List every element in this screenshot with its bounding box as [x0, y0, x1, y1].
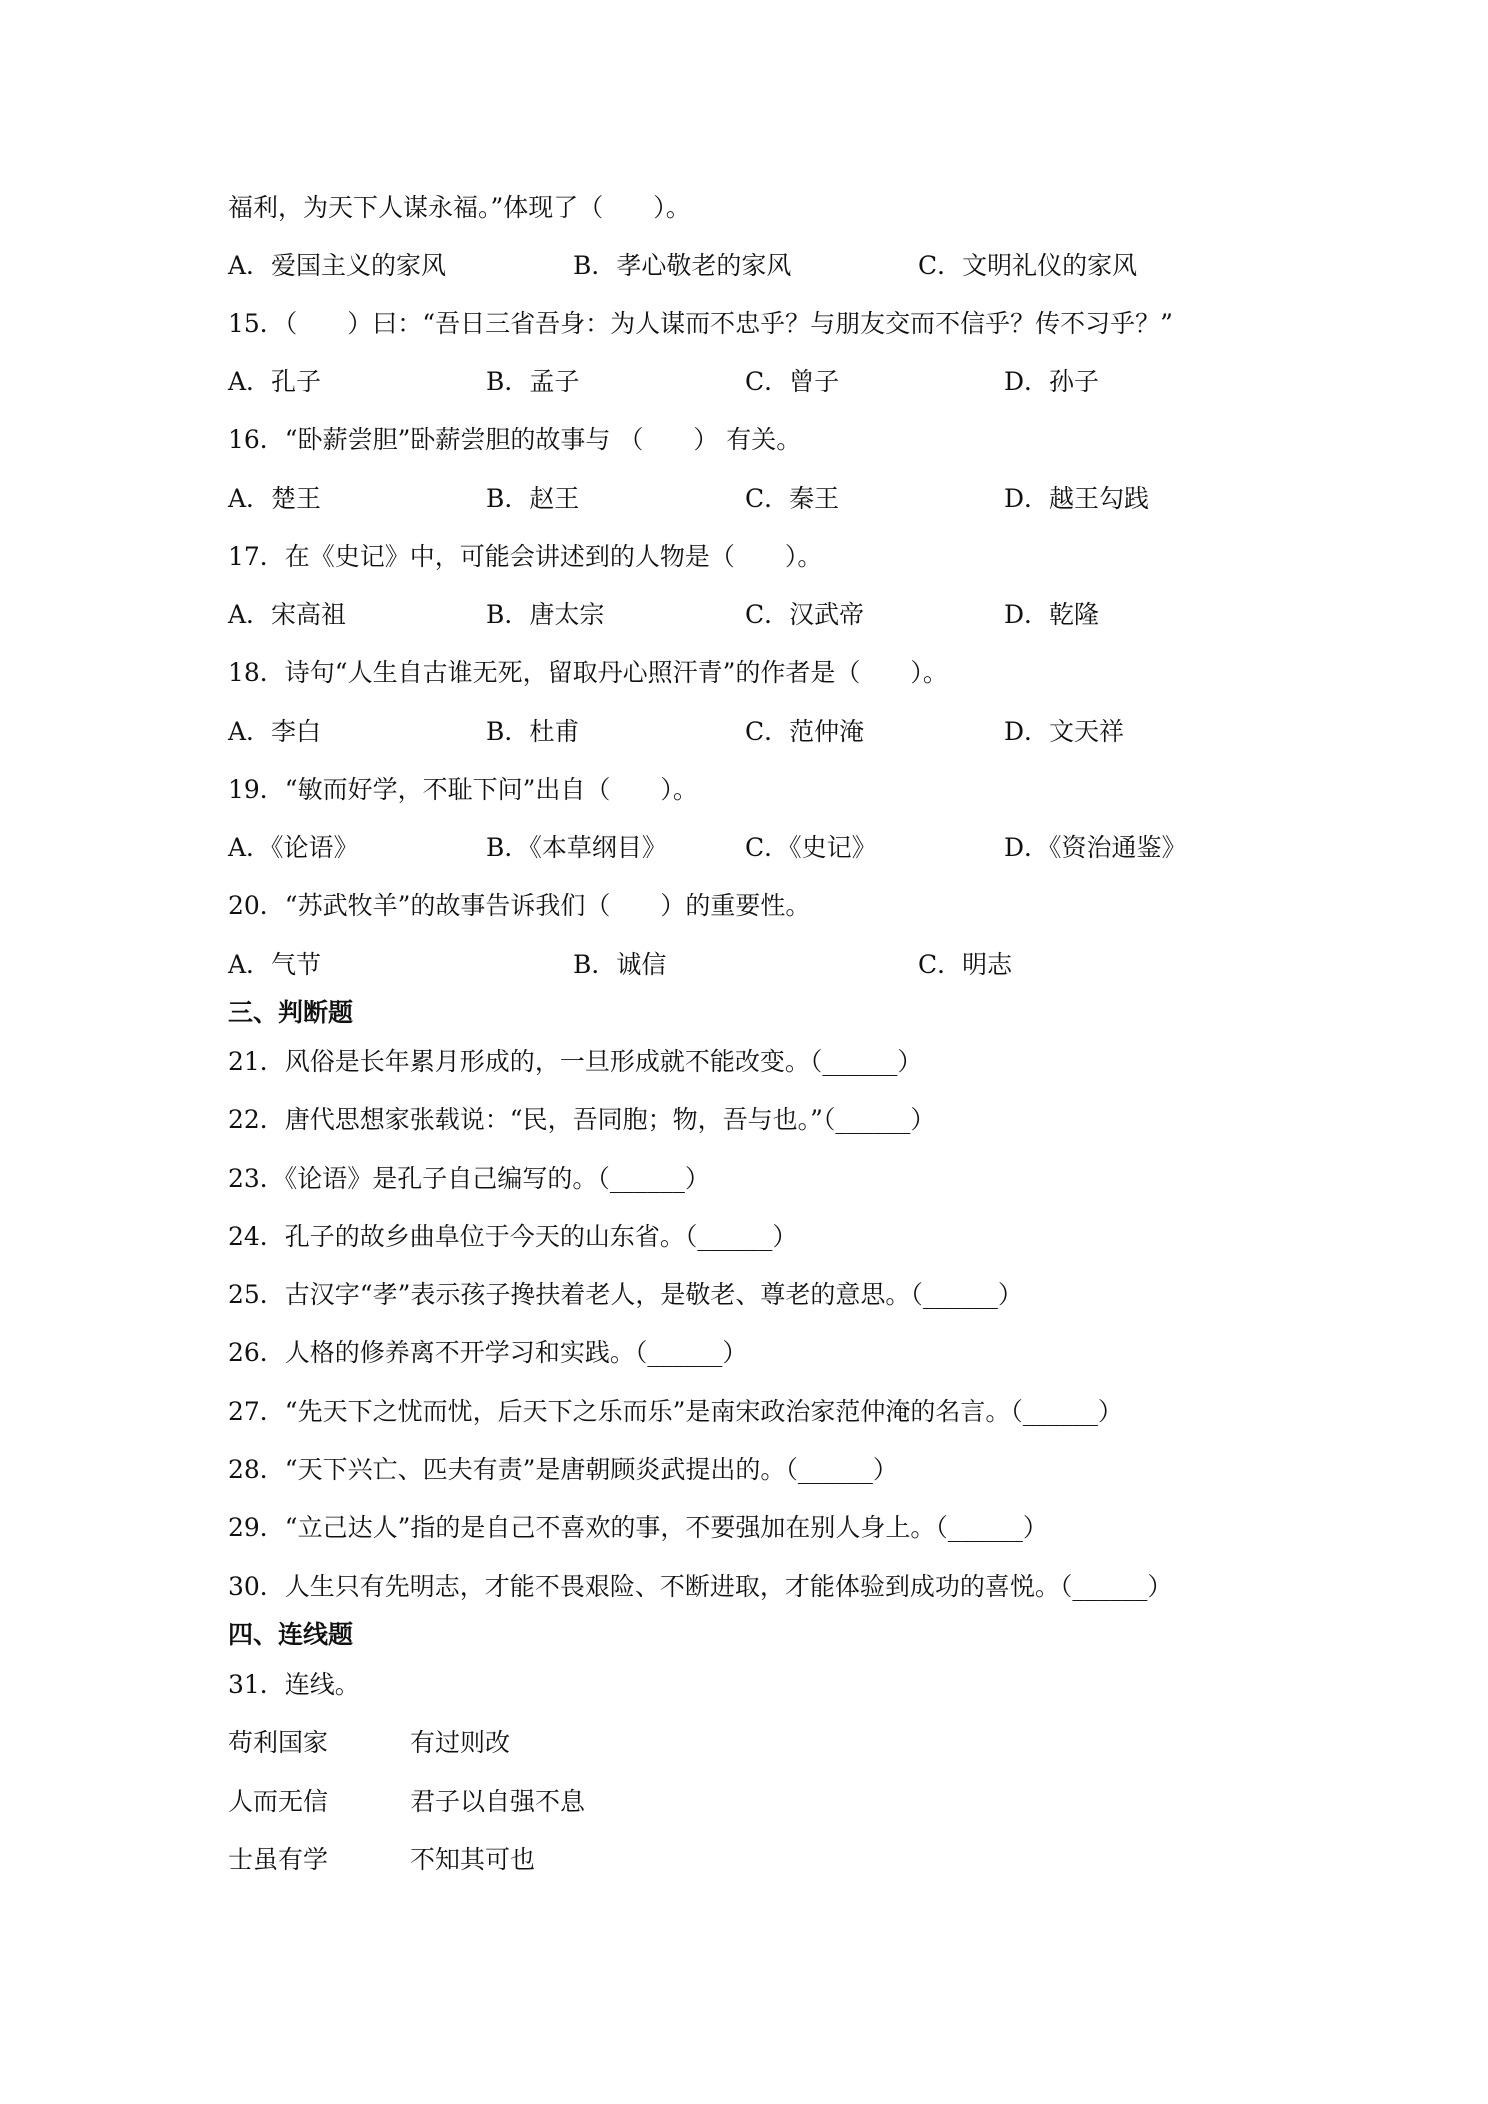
judgment-item-30: 30．人生只有先明志，才能不畏艰险、不断进取，才能体验到成功的喜悦。（______）: [228, 1572, 1173, 1601]
q14-stem-tail: 福利，为天下人谋永福。”体现了（ ）。: [228, 193, 691, 222]
q15-option-a[interactable]: A．孔子: [228, 367, 322, 396]
q16-stem: 16．“卧薪尝胆”卧薪尝胆的故事与 （ ） 有关。: [228, 425, 802, 454]
section-judgment-title: 三、判断题: [228, 998, 354, 1027]
q15-option-d[interactable]: D．孙子: [1004, 367, 1100, 396]
q14-options: [228, 251, 1328, 281]
q18-option-b[interactable]: B．杜甫: [486, 717, 580, 746]
judgment-item-28: 28．“天下兴亡、匹夫有责”是唐朝顾炎武提出的。（______）: [228, 1455, 898, 1484]
q20-options: [228, 950, 1328, 980]
q17-options: [228, 600, 1328, 630]
q14-option-b[interactable]: B．孝心敬老的家风: [573, 251, 792, 280]
q15-option-c[interactable]: C．曾子: [745, 367, 840, 396]
q19-stem: 19．“敏而好学，不耻下问”出自（ ）。: [228, 775, 698, 804]
matching-right-1[interactable]: 有过则改: [410, 1728, 511, 1757]
q20-option-a[interactable]: A．气节: [228, 950, 322, 979]
q20-stem: 20．“苏武牧羊”的故事告诉我们（ ）的重要性。: [228, 891, 811, 920]
judgment-item-29: 29．“立己达人”指的是自己不喜欢的事，不要强加在别人身上。（______）: [228, 1513, 1048, 1542]
matching-left-1[interactable]: 苟利国家: [228, 1728, 329, 1757]
q20-option-c[interactable]: C．明志: [918, 950, 1013, 979]
q18-options: [228, 717, 1328, 747]
q19-option-a[interactable]: A．《论语》: [228, 833, 359, 862]
q17-option-a[interactable]: A．宋高祖: [228, 600, 347, 629]
q18-option-d[interactable]: D．文天祥: [1004, 717, 1125, 746]
q19-option-c[interactable]: C．《史记》: [745, 833, 877, 862]
section-matching-title: 四、连线题: [228, 1620, 354, 1649]
q17-stem: 17．在《史记》中，可能会讲述到的人物是（ ）。: [228, 542, 823, 571]
q16-option-c[interactable]: C．秦王: [745, 484, 840, 513]
q20-option-b[interactable]: B．诚信: [573, 950, 667, 979]
q17-option-b[interactable]: B．唐太宗: [486, 600, 605, 629]
matching-left-3[interactable]: 士虽有学: [228, 1845, 329, 1874]
q18-option-a[interactable]: A．李白: [228, 717, 322, 746]
judgment-item-25: 25．古汉字“孝”表示孩子搀扶着老人，是敬老、尊老的意思。（______）: [228, 1280, 1023, 1309]
q15-options: [228, 367, 1328, 397]
q18-option-c[interactable]: C．范仲淹: [745, 717, 865, 746]
matching-left-2[interactable]: 人而无信: [228, 1787, 329, 1816]
q15-stem: 15．（ ）曰：“吾日三省吾身：为人谋而不忠乎？与朋友交而不信乎？传不习乎？”: [228, 309, 1173, 338]
q31-stem: 31．连线。: [228, 1670, 360, 1699]
q17-option-c[interactable]: C．汉武帝: [745, 600, 865, 629]
judgment-item-24: 24．孔子的故乡曲阜位于今天的山东省。（______）: [228, 1222, 798, 1251]
q16-option-d[interactable]: D．越王勾践: [1004, 484, 1150, 513]
q16-option-b[interactable]: B．赵王: [486, 484, 580, 513]
matching-right-3[interactable]: 不知其可也: [410, 1845, 536, 1874]
q19-option-d[interactable]: D．《资治通鉴》: [1004, 833, 1187, 862]
q16-option-a[interactable]: A．楚王: [228, 484, 322, 513]
judgment-item-21: 21．风俗是长年累月形成的，一旦形成就不能改变。（______）: [228, 1047, 923, 1076]
q18-stem: 18．诗句“人生自古谁无死，留取丹心照汗青”的作者是（ ）。: [228, 658, 948, 687]
q19-option-b[interactable]: B．《本草纲目》: [486, 833, 667, 862]
q19-options: [228, 833, 1328, 863]
q14-option-c[interactable]: C．文明礼仪的家风: [918, 251, 1138, 280]
q15-option-b[interactable]: B．孟子: [486, 367, 580, 396]
judgment-item-22: 22．唐代思想家张载说：“民，吾同胞；物，吾与也。”（______）: [228, 1105, 936, 1134]
judgment-item-23: 23．《论语》是孔子自己编写的。（______）: [228, 1164, 710, 1193]
q14-option-a[interactable]: A．爱国主义的家风: [228, 251, 447, 280]
judgment-item-26: 26．人格的修养离不开学习和实践。（______）: [228, 1338, 748, 1367]
matching-right-2[interactable]: 君子以自强不息: [410, 1787, 586, 1816]
q17-option-d[interactable]: D．乾隆: [1004, 600, 1100, 629]
q16-options: [228, 484, 1328, 514]
judgment-item-27: 27．“先天下之忧而忧，后天下之乐而乐”是南宋政治家范仲淹的名言。（______）: [228, 1397, 1123, 1426]
